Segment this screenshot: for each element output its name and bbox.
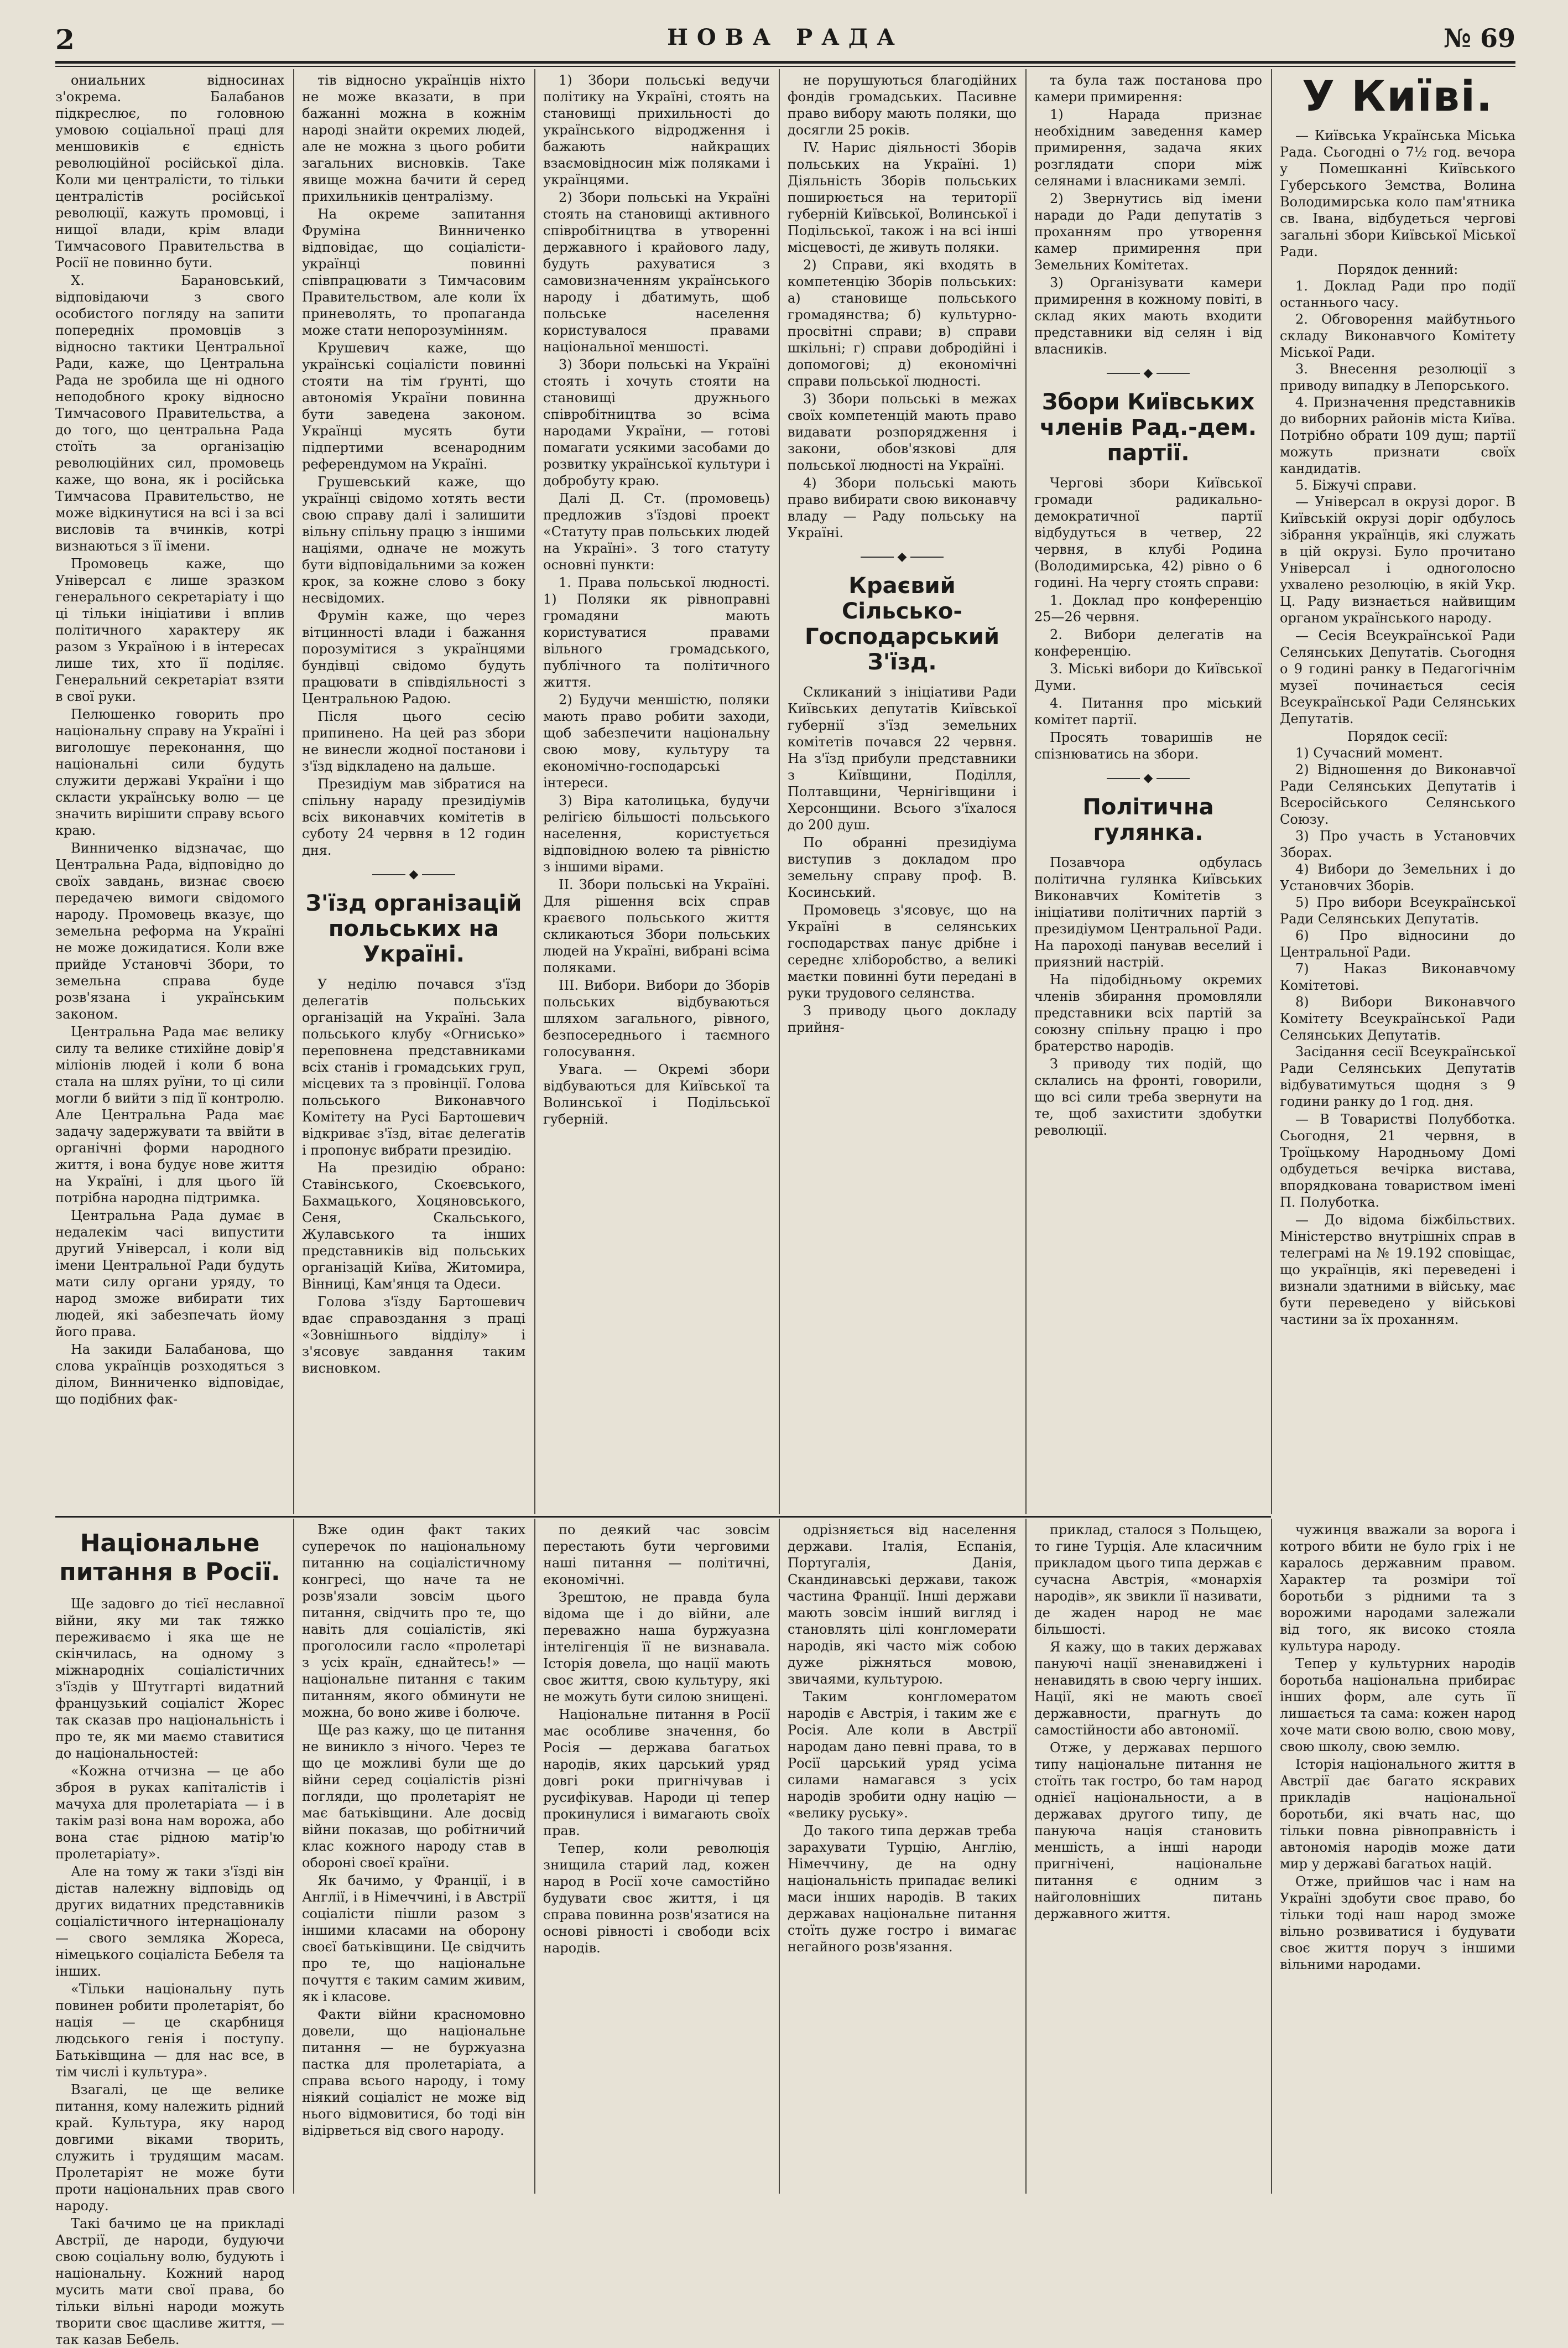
article-paragraph: Я кажу, що в таких державах пануючі нації зненавиджені і ненавидять в свою чергу інших. Нації, які не мають своєї державности, прагнуть до самостійности або автономії. <box>1034 1639 1262 1738</box>
column-rule <box>534 1519 535 2194</box>
column-rule <box>1271 1519 1272 2194</box>
article-paragraph: Але на тому ж таки з'їзді він дістав належну відповідь од других видатних представників соціалістичного інтернаціоналу — свого земляка Жореса, німецького соціаліста Бебеля та інших. <box>55 1864 284 1979</box>
article-paragraph: На президію обрано: Ставінського, Скоєвського, Бахмацького, Хоцяновського, Сеня, Скальського, Жулавського та інших представників від польських організацій Київа, Житомира, Вінниці, Кам'янця та Одеси. <box>302 1160 525 1292</box>
article-paragraph: Таким конгломератом народів є Австрія, і таким же є Росія. Але коли в Австрії народам дано певні права, то в Росії царський уряд усіма силами намагався з усіх народів зробити одну націю — «велику руську». <box>788 1689 1017 1821</box>
column-6 <box>1280 72 1515 1510</box>
article-paragraph: Промовець каже, що Універсал є лише зразком генерального секретаріату і що ці тільки ініціативи і вплив політичного характеру як разом з Україною і в інтересах лише тих, хто її поділяє. Генеральний секретаріат взяти в свої руки. <box>55 556 284 704</box>
section-headline: У Київі. <box>1302 71 1493 121</box>
paper-title: НОВА РАДА <box>667 24 904 50</box>
column-rule <box>534 69 535 1514</box>
column-4 <box>788 72 1017 1510</box>
article-paragraph: У неділю почався з'їзд делегатів польських організацій на Україні. Зала польського клубу «Огнисько» переповнена представниками всіх станів і громадських груп, місцевих та з провінції. Голова польського Виконавчого Комітету на Русі Бартошевич відкриває з'їзд, вітає делегатів і пропонує вибрати президію. <box>302 976 525 1158</box>
order-title: Порядок сесії: <box>1347 729 1449 744</box>
article-paragraph: 2) Будучи меншістю, поляки мають право робити заходи, щоб забезпечити національну свою мову, культуру та економічно-господарські інтереси. <box>543 692 770 791</box>
article-paragraph: На окреме запитання Фруміна Винниченко відповідає, що соціалісти-українці повинні співпрацювати з Тимчасовим Правительством, але коли їх приневолять, то пропаганда може стати непорозумінням. <box>302 206 525 338</box>
list-item: 6) Про відносини до Центральної Ради. <box>1280 928 1515 960</box>
article-paragraph: 1) Збори польські ведучи політику на Україні, стоять на становищі прихильності до українського відродження і бажають найкращих взаємовідносин між поляками і українцями. <box>543 72 770 188</box>
article-paragraph: приклад, сталося з Польщею, то гине Турція. Але класичним прикладом цього типа держав є сучасна Австрія, «монархія народів», як звикли її називати, де жаден народ не має більшості. <box>1034 1522 1262 1637</box>
article-paragraph: З приводу цього докладу прийня- <box>788 1003 1017 1035</box>
article-paragraph: Як бачимо, у Франції, і в Англії, і в Німеччині, і в Австрії соціалісти пішли разом з іншими класами на оборону своєї батьківщини. Це свідчить про те, що національне почуття є таким самим живим, як і класове. <box>302 1873 525 2004</box>
article-paragraph: одрізняється від населення держави. Італія, Еспанія, Португалія, Данія, Скандинавські держави, також частина Франції. Інші держави мають зовсім інший вигляд і становлять цілі конгломерати народів, які часто між собою дуже ріжняться мовою, звичаями, культурою. <box>788 1522 1017 1687</box>
article-paragraph: Винниченко відзначає, що Центральна Рада, відповідно до своїх завдань, визнає своєю передачею вимоги свідомого народу. Промовець вказує, що земельна реформа на Україні не може дожидатися. Коли вже прийде Установчі Збори, то земельна справа буде розв'язана і українським законом. <box>55 840 284 1022</box>
article-paragraph: Грушевський каже, що українці свідомо хотять вести свою справу далі і залишити вільну спільну працю з іншими націями, одначе не можуть бути відповідальними за кожен крок, за кожне слово з боку несвідомих. <box>302 474 525 606</box>
separator-ornament: ◆ <box>1034 365 1262 382</box>
article-paragraph: — Сесія Всеукраїнської Ради Селянських Депутатів. Сьогодня о 9 годині ранку в Педагогічнім музеї починається сесія Всеукраїнської Ради Селянських Депутатів. <box>1280 628 1515 726</box>
article-paragraph: Отже, прийшов час і нам на Україні здобути своє право, бо тільки тоді наш народ зможе вільно розвиватися і будувати своє життя поруч з іншими вільними народами. <box>1280 1874 1515 1972</box>
article-paragraph: З приводу тих подій, що склались на фронті, говорили, що всі сили треба звернути на те, щоб захистити здобутки революції. <box>1034 1056 1262 1138</box>
article-paragraph: На закиди Балабанова, що слова українців розходяться з ділом, Винниченко відповідає, що подібних фак- <box>55 1342 284 1407</box>
column-5 <box>1034 72 1262 1510</box>
order-list <box>1280 278 1515 494</box>
article-paragraph: 3) Збори польські на Україні стоять і хочуть стояти на становищі дружнього співробітництва зо всіма народами України, — готові помагати усякими засобами до розвитку української культури і добробуту краю. <box>543 357 770 489</box>
article-paragraph: Президіум мав зібратися на спільну нараду президіумів всіх виконавчих комітетів в суботу 24 червня в 12 годин дня. <box>302 776 525 858</box>
article-paragraph: Голова з'їзду Бартошевич вдає справоздання з праці «Зовнішнього відділу» і з'ясовує завдання таким висновком. <box>302 1294 525 1376</box>
article-paragraph: чужинця вважали за ворога і котрого вбити не було гріх і не каралось державним правом. Характер та розміри тої боротьби з рідними та з ворожими народами залежали від того, як високо стояла культура народу. <box>1280 1522 1515 1654</box>
article-paragraph: по деякий час зовсім перестають бути черговими наші питання — політичні, економічні. <box>543 1522 770 1587</box>
bottom-column-5 <box>1034 1521 1262 2194</box>
article-paragraph: не порушуються благодійних фондів громадських. Пасивне право вибору мають поляки, що досягли 25 років. <box>788 72 1017 138</box>
article-paragraph: ониальних відносинах з'окрема. Балабанов підкреслює, по головною умовою соціальної праці для меншовиків є єдність революційної російської діла. Коли ми централісти, то тільки централістів російської революції, кажуть промовці, і нищої влади, крім влади Тимчасового Правительства в Росії не повинно бути. <box>55 72 284 271</box>
article-paragraph: 4. Питання про міський комітет партії. <box>1034 695 1262 728</box>
article-paragraph: Х. Барановський, відповідаючи з свого особистого погляду на запити попередніх промовців з відносно тактики Центральної Ради, каже, що Центральна Рада не зробила ще ні одного неподобного кроку відносно Тимчасового Правительства, а до того, що центральна Рада стоїть за організацію революційних сил, промовець каже, що вона, як і російська Тимчасова Правительство, не може відкинутися на всі і за всі висловів та вчинків, котрі визнаються з її імени. <box>55 273 284 554</box>
article-paragraph: Ще задовго до тієї неславної війни, яку ми так тяжко переживаємо і яка ще не скінчилась, на одному з міжнародніх соціалістичних з'їздів у Штутгарті видатний французький соціаліст Жорес так сказав про національність і про те, як ми маємо ставитися до національностей: <box>55 1596 284 1761</box>
article-paragraph: Ще раз кажу, що це питання не виникло з нічого. Через те що це можливі були ще до війни серед соціалістів різні погляди, що пролетаріят не має батьківщини. Але досвід війни показав, що робітничий клас кожного народу став в обороні своєї країни. <box>302 1722 525 1871</box>
article-paragraph: Позавчора одбулась політична гулянка Київських Виконавчих Комітетів з ініціативи політичних партій з президіумом Центральної Ради. На пароході панував веселий і приязний настрій. <box>1034 855 1262 970</box>
article-paragraph: Центральна Рада має велику силу та велике стихійне довір'я міліонів людей і коли б вона стала на шлях руїни, то ці сили могли б вийти з під її контролю. Але Центральна Рада має задачу задержувати та ввійти в органічні форми народного життя, і вона будує нове життя на Україні, і для цього їй потрібна народна підтримка. <box>55 1024 284 1206</box>
article-paragraph: Вже один факт таких суперечок по національному питанню на соціалістичному конгресі, що наче та не розв'язали зовсім цього питання, свідчить про те, що навіть для соціалістів, які проголосили гасло «пролетарі з усіх країн, єднайтесь!» — національне питання є таким питанням, якого обминути не можна, бо воно живе і болюче. <box>302 1522 525 1720</box>
article-paragraph: Тепер, коли революція знищила старий лад, кожен народ в Росії хоче самостійно будувати своє життя, і ця справа повинна розв'язатися на основі рівності і свободи всіх народів. <box>543 1841 770 1956</box>
article-paragraph: До такого типа держав треба зарахувати Турцію, Англію, Німеччину, де на одну національність припадає великі маси інших народів. В таких державах національне питання стоїть дуже гостро і вимагає негайного розв'язання. <box>788 1823 1017 1955</box>
order-list <box>1280 745 1515 1043</box>
article-paragraph: 3) Організувати камери примирення в кожному повіті, в склад яких мають входити представники від селян і від власників. <box>1034 275 1262 357</box>
article-paragraph: Пелюшенко говорить про національну справу на Україні і виголошує переконання, що національні сили будуть служити державі України і що скласти українську волю — це значить вирішити справу всього краю. <box>55 707 284 838</box>
column-rule <box>1271 69 1272 1514</box>
article-paragraph: Національне питання в Росії має особливе значення, бо Росія — держава багатьох народів, яких царський уряд довгі роки пригнічував і русифікував. Народи ці тепер прокинулися і вимагають своїх прав. <box>543 1707 770 1838</box>
article-headline: Збори Київських членів Рад.-дем. партії. <box>1039 389 1257 466</box>
list-item: 3) Про участь в Установчих Зборах. <box>1280 828 1515 860</box>
article-headline: Політична гулянка. <box>1082 794 1214 845</box>
article-paragraph: Такі бачимо це на прикладі Австрії, де народи, будуючи свою соціальну волю, будують і національну. Кожний народ мусить мати свої права, бо тільки вільні народи можуть творити своє щасливе життя, — так казав Бебель. <box>55 2216 284 2347</box>
article-paragraph: Історія національного життя в Австрії дає багато яскравих прикладів національної боротьби, які вчать нас, що тільки повна рівноправність і автономія народів може дати мир у державі багатьох націй. <box>1280 1757 1515 1872</box>
article-paragraph: «Кожна отчизна — це або зброя в руках капіталістів і мачуха для пролетаріата — і в такім разі вона нам ворожа, або вона стає рідною матір'ю пролетаріату». <box>55 1763 284 1862</box>
article-paragraph: Просять товаришів не спізнюватись на збори. <box>1034 730 1262 762</box>
article-paragraph: — В Товаристві Полубботка. Сьогодня, 21 червня, в Троїцькому Народньому Домі одбудеться вечірка вистава, впорядкована товариством імені П. Полуботка. <box>1280 1111 1515 1210</box>
article-paragraph: III. Вибори. Вибори до Зборів польських відбуваються шляхом загального, рівного, безпосереднього і таємного голосування. <box>543 978 770 1059</box>
article-paragraph: та була таж постанова про камери примирення: <box>1034 72 1262 105</box>
column-3 <box>543 72 770 1510</box>
article-paragraph: Засідання сесії Всеукраїнської Ради Селянських Депутатів відбуватимуться щодня з 9 години ранку до 1 год. дня. <box>1280 1044 1515 1109</box>
list-item: 8) Вибори Виконавчого Комітету Всеукраїнської Ради Селянських Депутатів. <box>1280 994 1515 1043</box>
column-rule <box>1025 1519 1027 2194</box>
issue-number: № 69 <box>1443 23 1515 53</box>
article-paragraph: 2) Звернутись від імени наради до Ради депутатів з проханням про утворення камер примирення при Земельних Комітетах. <box>1034 191 1262 273</box>
article-paragraph: Крушевич каже, що українські соціалісти повинні стояти на тім ґрунті, що автономія України повинна бути заведена законом. Українці мусять бути підпертими всенародним референдумом на Україні. <box>302 340 525 472</box>
article-paragraph: Скликаний з ініціативи Ради Київських депутатів Київської губернії з'їзд земельних комітетів почався 22 червня. На з'їзд прибули представники з Київщини, Поділля, Полтавщини, Чернігівщини і Херсонщини. Всього з'їхалося до 200 душ. <box>788 684 1017 833</box>
bottom-column-6 <box>1280 1521 1515 2194</box>
article-paragraph: На підобідньому окремих членів збирання промовляли представники всіх партій за союзну спільну працю і про братерство народів. <box>1034 972 1262 1054</box>
list-item: 1. Доклад Ради про події останнього часу. <box>1280 278 1515 310</box>
column-rule <box>779 69 780 1514</box>
list-item: 5) Про вибори Всеукраїнської Ради Селянських Депутатів. <box>1280 895 1515 927</box>
article-paragraph: Отже, у державах першого типу національне питання не стоїть так гостро, бо там народ однієї національности, а в державах другого типу, де пануюча нація становить меншість, а інші народи пригнічені, національне питання є одним з найголовніших питань державного життя. <box>1034 1740 1262 1921</box>
article-paragraph: Після цього сесію припинено. На цей раз збори не винесли жодної постанови і з'їзд відкладено на дальше. <box>302 709 525 774</box>
article-paragraph: Фрумін каже, що через вітцинності влади і бажання порозумітися з українцями бундівці свідомо будуть працювати в співдіяльності з Центральною Радою. <box>302 608 525 707</box>
separator-ornament: ◆ <box>788 549 1017 565</box>
article-paragraph: 1. Доклад про конференцію 25—26 червня. <box>1034 593 1262 625</box>
bottom-column-3 <box>543 1521 770 2194</box>
separator-ornament: ◆ <box>302 866 525 883</box>
article-paragraph: Центральна Рада думає в недалекім часі випустити другий Універсал, і коли від імени Центральної Ради будуть мати силу органи уряду, то народ зможе вибирати тих людей, які забезпечать йому його права. <box>55 1208 284 1339</box>
list-item: 5. Біжучі справи. <box>1295 477 1417 493</box>
article-paragraph: тів відносно українців ніхто не може вказати, в при бажанні можна в кожнім народі знайти окремих людей, але не можна з цього робити загальних висновків. Таке явище можна бачити й серед прихильників централізму. <box>302 72 525 204</box>
article-paragraph: 2) Збори польські на Україні стоять на становищі активного співробітництва в утворенні державного і крайового ладу, будуть рахуватися з самовизначенням українського народу і дбатимуть, щоб польське населення користувалося правами національної меншості. <box>543 190 770 355</box>
article-paragraph: Тепер у культурних народів боротьба національна прибирає інших форм, але суть її лишається та сама: кожен народ хоче мати свою волю, свою мову, свою школу, свою землю. <box>1280 1656 1515 1754</box>
list-item: 4. Призначення представників до виборних районів міста Київа. Потрібно обрати 109 душ; партії можуть признати своїх кандидатів. <box>1280 394 1515 476</box>
column-rule <box>293 69 294 1514</box>
article-paragraph: Зрештою, не правда була відома ще і до війни, але переважно наша буржуазна інтелігенція її не визнавала. Історія довела, що нації мають своє життя, свою культуру, які не можуть бути силою знищені. <box>543 1589 770 1705</box>
article-paragraph: — Київська Українська Міська Рада. Сьогодні о 7½ год. вечора у Помешканні Київського Губерського Земства, Волина Володимирська коло пам'ятника св. Івана, відбудеться чергові загальні збори Київської Міської Ради. <box>1280 128 1515 259</box>
column-rule <box>779 1519 780 2194</box>
column-rule <box>1025 69 1027 1514</box>
article-paragraph: Промовець з'ясовує, що на Україні в селянських господарствах панує дрібне і середнє хліборобство, а великі маєтки повинні бути передані в руки трудового селянства. <box>788 902 1017 1001</box>
article-paragraph: 1) Нарада признає необхідним заведення камер примирення, задача яких розглядати спори між селянами і власниками землі. <box>1034 107 1262 189</box>
column-2 <box>302 72 525 1510</box>
article-paragraph: «Тільки національну путь повинен робити пролетаріят, бо нація — це скарбниця людського генія і поступу. Батьківщина — для нас все, в тім числі і культура». <box>55 1981 284 2080</box>
article-paragraph: Факти війни красномовно довели, що національне питання — не буржуазна пастка для пролетаріата, а справа всього народу, і тому ніякий соціаліст не може від нього відмовитися, бо тоді він відірветься від свого народу. <box>302 2007 525 2138</box>
masthead-rule <box>55 61 1515 64</box>
article-headline: Національне питання в Росії. <box>59 1529 280 1586</box>
bottom-column-4 <box>788 1521 1017 2194</box>
page-number: 2 <box>55 23 75 56</box>
article-paragraph: 3) Віра католицька, будучи релігією більшості польського населення, користується відповідною волею та рівністю з іншими вірами. <box>543 793 770 875</box>
masthead-rule-thin <box>55 66 1515 67</box>
order-title: Порядок денний: <box>1337 262 1458 277</box>
article-headline: З'їзд організацій польських на Україні. <box>305 891 522 967</box>
column-rule <box>293 1519 294 2194</box>
separator-ornament: ◆ <box>1034 770 1262 787</box>
list-item: 7) Наказ Виконавчому Комітетові. <box>1280 961 1515 993</box>
article-paragraph: — До відома біжбільствих. Міністерство внутрішніх справ в телеграмі на № 19.192 сповіщає, що українців, які переведені і визнали здатними в війську, має бути переведено у військові частини за їх проханням. <box>1280 1212 1515 1327</box>
column-1 <box>55 72 284 1510</box>
article-paragraph: Увага. — Окремі збори відбуваються для Київської та Волинської і Подільської губерній. <box>543 1062 770 1127</box>
list-item: 4) Вибори до Земельних і до Установчих Зборів. <box>1280 861 1515 894</box>
list-item: 1) Сучасний момент. <box>1295 745 1443 761</box>
article-paragraph: 3. Міські вибори до Київської Думи. <box>1034 661 1262 693</box>
article-paragraph: 3) Збори польські в межах своїх компетенцій мають право видавати розпорядження і закони, обов'язкові для польської людності на Україні. <box>788 391 1017 473</box>
bottom-column-2 <box>302 1521 525 2194</box>
bottom-column-1 <box>55 1521 284 2347</box>
article-paragraph: По обранні президіума виступив з докладом про земельну справу проф. В. Косинський. <box>788 835 1017 900</box>
article-paragraph: 1. Права польської людності. 1) Поляки як рівноправні громадяни мають користуватися правами вільного громадського, публічного та політичного життя. <box>543 575 770 690</box>
list-item: 3. Внесення резолюції з приводу випадку в Лепорського. <box>1280 361 1515 393</box>
article-headline: Краєвий Сільсько-Господарський З'їзд. <box>805 573 999 675</box>
article-paragraph: Далі Д. Ст. (промовець) предложив з'їздові проект «Статуту прав польських людей на Україні». З того статуту основні пункти: <box>543 491 770 573</box>
article-paragraph: Чергові збори Київської громади радикально-демократичної партії відбудуться в четвер, 22 червня, в клубі Родина (Володимирська, 42) рівно о 6 годині. На чергу стоять справи: <box>1034 475 1262 590</box>
article-paragraph: II. Збори польські на Україні. Для рішення всіх справ краєвого польського життя скликаються Збори польських людей на Україні, вибрані всіма поляками. <box>543 877 770 975</box>
article-paragraph: 4) Збори польські мають право вибирати свою виконавчу владу — Раду польську на Україні. <box>788 475 1017 541</box>
section-rule <box>55 1516 1271 1518</box>
masthead <box>55 22 1515 60</box>
article-paragraph: — Універсал в окрузі дорог. В Київській окрузі доріг одбулось зібрання українців, які служать в цій окрузі. Було прочитано Універсал і одноголосно ухвалено резолюцію, в якій Укр. Ц. Раду визнається найвищим органом українського народу. <box>1280 494 1515 626</box>
article-paragraph: 2) Справи, які входять в компетенцію Зборів польських: а) становище польського громадянства; б) культурно-просвітні справи; в) справи шкільні; г) справи добродійні і допомогові; д) економічні справи польської людності. <box>788 257 1017 389</box>
article-paragraph: Взагалі, це ще велике питання, кому належить рідний край. Культура, яку народ довгими віками творить, служить і трудящим масам. Пролетаріят не може бути проти національних прав свого народу. <box>55 2082 284 2214</box>
list-item: 2. Обговорення майбутнього складу Виконавчого Комітету Міської Ради. <box>1280 311 1515 360</box>
list-item: 2) Відношення до Виконавчої Ради Селянських Депутатів і Всеросійського Селянського Союзу. <box>1280 762 1515 827</box>
article-paragraph: IV. Нарис діяльності Зборів польських на Україні. 1) Діяльність Зборів польських поширюється на території губерній Київської, Волинської і Подільської, також і на всі інші місцевості, де живуть поляки. <box>788 140 1017 255</box>
article-paragraph: 2. Вибори делегатів на конференцію. <box>1034 627 1262 659</box>
